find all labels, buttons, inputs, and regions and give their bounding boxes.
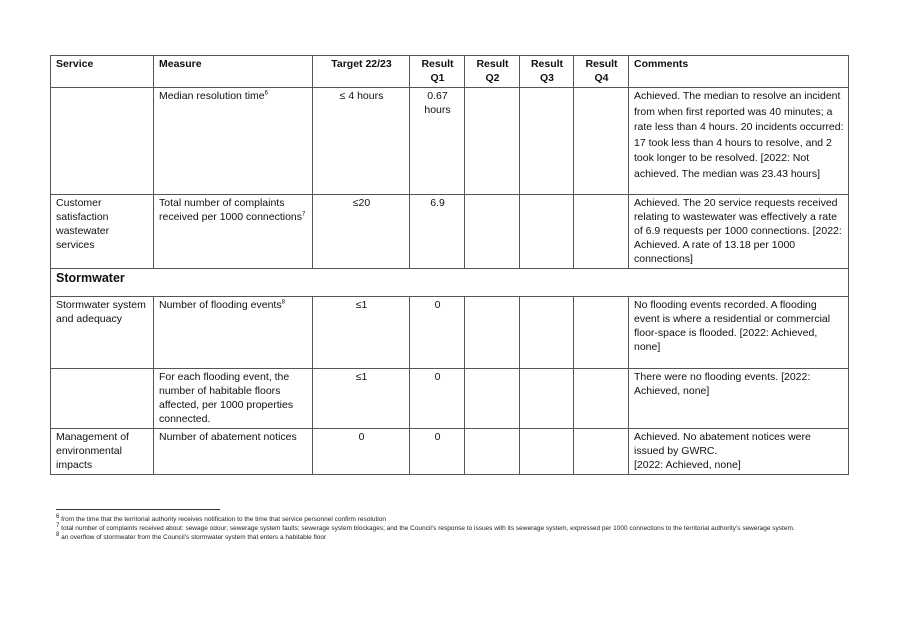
cell-service	[51, 369, 154, 429]
cell-target: ≤20	[313, 195, 410, 269]
cell-comment: No flooding events recorded. A flooding event is where a residential or commercial floor-space is flooded. [2022: Achieved, none]	[629, 297, 849, 369]
header-target: Target 22/23	[313, 56, 410, 88]
cell-result-q4	[574, 429, 629, 475]
footnote-separator	[56, 509, 220, 510]
footnote-ref: 6	[264, 90, 268, 97]
cell-result-q4	[574, 369, 629, 429]
cell-result-q2	[465, 297, 520, 369]
table-row	[51, 195, 849, 269]
cell-result-q2	[465, 88, 520, 195]
cell-target: ≤1	[313, 297, 410, 369]
header-row	[51, 56, 849, 88]
cell-result-q3	[520, 195, 574, 269]
cell-result-q1: 0	[410, 297, 465, 369]
cell-service: Management of environmental impacts	[51, 429, 154, 475]
header-result-q1: Result Q1	[410, 56, 465, 88]
section-row	[51, 269, 849, 297]
cell-target: ≤1	[313, 369, 410, 429]
header-result-q3: Result Q3	[520, 56, 574, 88]
cell-comment: There were no flooding events. [2022: Achieved, none]	[629, 369, 849, 429]
cell-result-q2	[465, 195, 520, 269]
table-row	[51, 88, 849, 195]
cell-result-q1: 6.9	[410, 195, 465, 269]
cell-result-q1: 0.67 hours	[410, 88, 465, 195]
footnote-ref: 8	[281, 299, 285, 306]
header-service: Service	[51, 56, 154, 88]
footnote-7: $^7$ total number of complaints received about: sewage odour; sewerage system faults; sewerage system blockages; and the Council’s response to issues with its sewerage system, expressed per 1000 connections to the territorial authority’s sewerage system.	[56, 522, 795, 532]
header-result-q2: Result Q2	[465, 56, 520, 88]
cell-result-q3	[520, 369, 574, 429]
cell-result-q1: 0	[410, 369, 465, 429]
header-comments: Comments	[629, 56, 849, 88]
section-heading-stormwater: Stormwater	[51, 269, 849, 297]
footnote-8: $^8$ an overflow of stormwater from the Council’s stormwater system that enters a habitable floor	[56, 531, 327, 541]
footnote-6: $^6$ from the time that the territorial authority receives notification to the time that service personnel confirm resolution	[56, 513, 386, 523]
cell-result-q4	[574, 88, 629, 195]
cell-result-q3	[520, 88, 574, 195]
cell-result-q4	[574, 195, 629, 269]
header-measure: Measure	[154, 56, 313, 88]
cell-measure: Number of abatement notices	[154, 429, 313, 475]
cell-result-q4	[574, 297, 629, 369]
cell-comment: Achieved. The 20 service requests received relating to wastewater was effectively a rate of 6.9 requests per 1000 connections. [2022: Achieved. A rate of 13.18 per 1000 connections]	[629, 195, 849, 269]
footnote-ref: 7	[302, 211, 306, 218]
cell-result-q3	[520, 429, 574, 475]
table-row	[51, 369, 849, 429]
cell-result-q2	[465, 369, 520, 429]
cell-service: Stormwater system and adequacy	[51, 297, 154, 369]
table-row	[51, 297, 849, 369]
performance-measures-table	[50, 55, 849, 475]
cell-service: Customer satisfaction wastewater services	[51, 195, 154, 269]
cell-target: 0	[313, 429, 410, 475]
cell-result-q2	[465, 429, 520, 475]
header-result-q4: Result Q4	[574, 56, 629, 88]
cell-result-q3	[520, 297, 574, 369]
cell-service	[51, 88, 154, 195]
cell-measure: Median resolution time$^6$	[154, 88, 313, 195]
table-row	[51, 429, 849, 475]
cell-measure: Number of flooding events$^8$	[154, 297, 313, 369]
cell-target: ≤ 4 hours	[313, 88, 410, 195]
cell-comment: Achieved. The median to resolve an incident from when first reported was 40 minutes; a rate less than 4 hours. 20 incidents occurred: 17 took less than 4 hours to resolve, and 2 took longer to be resolved. [2022: Not achieved. The median was 23.43 hours]	[629, 88, 849, 195]
cell-measure: Total number of complaints received per 1000 connections$^7$	[154, 195, 313, 269]
cell-comment: Achieved. No abatement notices were issued by GWRC. [2022: Achieved, none]	[629, 429, 849, 475]
cell-result-q1: 0	[410, 429, 465, 475]
footnotes	[56, 515, 846, 542]
cell-measure: For each flooding event, the number of habitable floors affected, per 1000 properties connected.	[154, 369, 313, 429]
